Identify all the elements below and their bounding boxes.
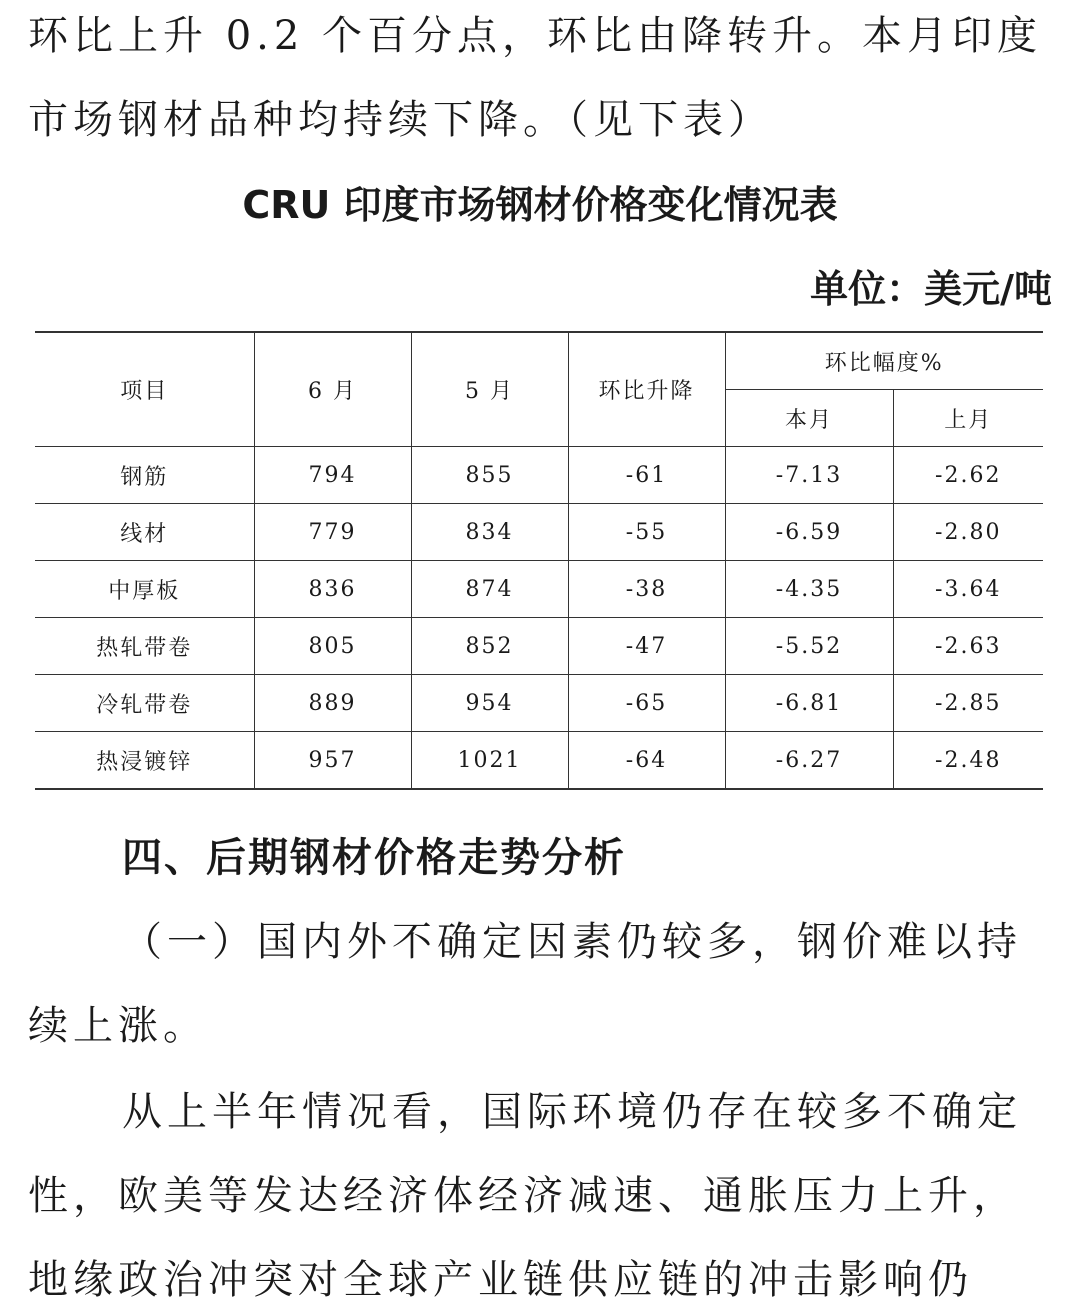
header-item: 项目 bbox=[35, 332, 254, 447]
cell-june: 794 bbox=[254, 447, 411, 504]
header-june: 6 月 bbox=[254, 332, 411, 447]
cell-item: 冷轧带卷 bbox=[35, 675, 254, 732]
cell-june: 889 bbox=[254, 675, 411, 732]
cell-may: 954 bbox=[411, 675, 568, 732]
table-unit: 单位：美元/吨 bbox=[810, 267, 1052, 311]
header-this-month: 本月 bbox=[725, 390, 893, 447]
price-table bbox=[35, 331, 1043, 790]
cell-this-month: -6.59 bbox=[725, 504, 893, 561]
cell-this-month: -7.13 bbox=[725, 447, 893, 504]
cell-item: 热轧带卷 bbox=[35, 618, 254, 675]
cell-may: 1021 bbox=[411, 732, 568, 790]
table-row bbox=[35, 618, 1043, 675]
cell-change: -64 bbox=[568, 732, 725, 790]
cell-this-month: -4.35 bbox=[725, 561, 893, 618]
cell-change: -47 bbox=[568, 618, 725, 675]
cell-last-month: -3.64 bbox=[893, 561, 1043, 618]
cell-last-month: -2.63 bbox=[893, 618, 1043, 675]
cell-june: 779 bbox=[254, 504, 411, 561]
cell-item: 热浸镀锌 bbox=[35, 732, 254, 790]
cell-june: 836 bbox=[254, 561, 411, 618]
cell-change: -38 bbox=[568, 561, 725, 618]
cell-item: 中厚板 bbox=[35, 561, 254, 618]
cell-last-month: -2.80 bbox=[893, 504, 1043, 561]
subheading-line: 续上涨。 bbox=[28, 1003, 208, 1049]
cell-may: 855 bbox=[411, 447, 568, 504]
table-row bbox=[35, 504, 1043, 561]
subheading-line: （一）国内外不确定因素仍较多，钢价难以持 bbox=[122, 919, 1022, 965]
header-mom-change: 环比升降 bbox=[568, 332, 725, 447]
cell-item: 线材 bbox=[35, 504, 254, 561]
cell-this-month: -6.81 bbox=[725, 675, 893, 732]
cell-this-month: -5.52 bbox=[725, 618, 893, 675]
cell-last-month: -2.85 bbox=[893, 675, 1043, 732]
paragraph-line: 地缘政治冲突对全球产业链供应链的冲击影响仍 bbox=[28, 1257, 973, 1303]
cell-last-month: -2.62 bbox=[893, 447, 1043, 504]
paragraph-line: 性，欧美等发达经济体经济减速、通胀压力上升， bbox=[28, 1173, 1018, 1219]
table-row bbox=[35, 561, 1043, 618]
paragraph-line: 从上半年情况看，国际环境仍存在较多不确定 bbox=[122, 1089, 1022, 1135]
cell-change: -55 bbox=[568, 504, 725, 561]
header-may: 5 月 bbox=[411, 332, 568, 447]
section-heading: 四、后期钢材价格走势分析 bbox=[122, 835, 626, 881]
cell-item: 钢筋 bbox=[35, 447, 254, 504]
cell-last-month: -2.48 bbox=[893, 732, 1043, 790]
table-row bbox=[35, 675, 1043, 732]
cell-may: 874 bbox=[411, 561, 568, 618]
header-last-month: 上月 bbox=[893, 390, 1043, 447]
cell-june: 805 bbox=[254, 618, 411, 675]
header-mom-pct: 环比幅度% bbox=[725, 332, 1043, 390]
cell-may: 834 bbox=[411, 504, 568, 561]
table-row bbox=[35, 447, 1043, 504]
table-row bbox=[35, 732, 1043, 790]
cell-june: 957 bbox=[254, 732, 411, 790]
table-title: CRU 印度市场钢材价格变化情况表 bbox=[242, 183, 838, 227]
cell-change: -61 bbox=[568, 447, 725, 504]
cell-may: 852 bbox=[411, 618, 568, 675]
cell-change: -65 bbox=[568, 675, 725, 732]
paragraph-line: 市场钢材品种均持续下降。（见下表） bbox=[28, 97, 773, 143]
cell-this-month: -6.27 bbox=[725, 732, 893, 790]
paragraph-line: 环比上升 0.2 个百分点，环比由降转升。本月印度 bbox=[28, 13, 1043, 59]
